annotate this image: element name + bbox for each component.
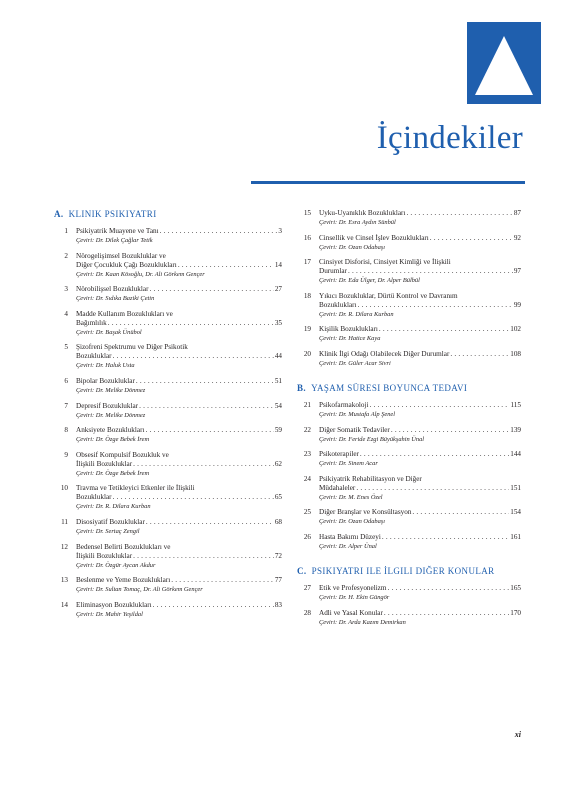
chapter-title: Psikiyatrik Muayene ve Tanı [76,227,159,235]
translator: Çeviri: Dr. Özge Bebek İrem [76,469,150,477]
chapter-title-line [319,209,521,218]
section-title: PSIKIYATRI ILE İLGILI DIĞER KONULAR [311,565,495,576]
chapter-title: Bipolar Bozukluklar [76,376,135,385]
chapter-body [76,518,282,536]
chapter-title: Psikiyatrik Rehabilitasyon ve Diğer [319,474,422,483]
dot-leader [360,450,509,459]
chapter-title-line [76,402,282,411]
chapter-title: Bozukluklar [76,493,112,502]
toc-entry[interactable] [54,518,282,536]
chapter-body [76,343,282,370]
translator: Çeviri: Dr. M. Enes Özel [319,493,383,501]
toc-entry[interactable] [297,426,521,444]
translator: Çeviri: Dr. Sertaç Zengil [76,527,140,535]
dot-leader [145,426,273,435]
dot-leader [153,601,274,610]
dot-leader [133,460,274,469]
chapter-body [319,426,521,444]
chapter-title: Psikoterapiler [319,450,359,459]
dot-leader [450,350,509,359]
toc-entry[interactable] [297,609,521,627]
page-ref[interactable]: 51 [274,376,282,385]
section-heading [54,209,282,219]
chapter-number: 6 [64,376,68,385]
toc-entry[interactable] [297,350,521,368]
toc-entry[interactable] [54,310,282,337]
chapter-number: 1 [64,227,68,235]
dot-leader [178,261,274,270]
translator: Çeviri: Dr. Arda Kazım Demirkan [319,618,406,626]
chapter-title: Cinsiyet Disforisi, Cinsiyet Kimliği ve İlişkili [319,258,451,267]
chapter-body [76,451,282,478]
toc-entry[interactable] [297,292,521,319]
chapter-title: Travma ve Tetikleyici Etkenler ile İlişkili [76,484,195,493]
page-ref[interactable]: 102 [510,325,521,334]
page-ref[interactable]: 115 [510,400,521,409]
chapter-title: Depresif Bozukluklar [76,401,139,410]
page-ref[interactable]: 92 [513,233,521,242]
chapter-body [76,426,282,444]
page-ref[interactable]: 97 [513,267,521,276]
chapter-body [76,377,282,395]
dot-leader [146,518,274,527]
chapter-title-line [76,426,282,435]
chapter-title: Diğer Çocukluk Çağı Bozuklukları [76,260,177,269]
chapter-body [319,258,521,285]
chapter-number: 27 [303,583,311,592]
chapter-title-line [76,601,282,610]
chapter-title: Bağımlılık [76,318,107,327]
chapter-title: Müdahaleler [319,483,356,492]
section-title: YAŞAM SÜRESI BOYUNCA TEDAVI [311,382,468,393]
dot-leader [358,301,513,310]
toc-entry[interactable] [54,252,282,279]
section-a [54,209,282,619]
section-letter: C. [297,565,307,576]
toc-entry[interactable] [54,543,282,570]
page-ref[interactable]: 165 [510,583,521,592]
chapter-title-line [76,518,282,527]
chapter-title-line [76,310,282,319]
toc-entry[interactable] [297,450,521,468]
chapter-body [76,484,282,511]
chapter-number: 17 [303,258,311,267]
chapter-body [76,285,282,303]
toc-entry[interactable] [54,343,282,370]
toc-column-left [54,209,282,634]
chapter-number: 16 [303,233,311,242]
chapter-number: 10 [60,484,68,493]
chapter-number: 22 [303,425,311,434]
page-ref[interactable]: 87 [513,209,521,217]
chapter-title: Uyku-Uyanıklık Bozuklukları [319,209,406,217]
chapter-title: Beslenme ve Yeme Bozuklukları [76,576,171,585]
chapter-title-line [319,508,521,517]
section-b [297,383,521,551]
chapter-title: Bozukluklar [76,352,112,361]
chapter-number: 2 [64,251,68,260]
chapter-number: 14 [60,600,68,609]
page-ref[interactable]: 68 [274,517,282,526]
chapter-title-line [76,460,282,469]
chapter-title: İlişkili Bozukluklar [76,459,133,468]
chapter-number: 20 [303,349,311,358]
dot-leader [348,267,513,276]
chapter-number: 15 [303,209,311,217]
dot-leader [113,352,274,361]
chapter-number: 12 [60,542,68,551]
toc-entry[interactable] [297,325,521,343]
toc-entry[interactable] [54,377,282,395]
chapter-title-line [76,261,282,270]
page-ref[interactable]: 108 [510,349,521,358]
page-ref[interactable]: 83 [274,600,282,609]
chapter-number: 19 [303,325,311,334]
translator: Çeviri: Dr. H. Ekin Güngör [319,593,390,601]
chapter-title: Anksiyete Bozuklukları [76,426,145,435]
translator: Çeviri: Dr. R. Dilara Kurban [319,310,394,318]
translator: Çeviri: Dr. Özge Bebek İrem [76,436,150,444]
translator: Çeviri: Dr. Sinem Acar [319,460,378,468]
toc-entry[interactable] [54,576,282,594]
chapter-title: Kişilik Bozuklukları [319,325,378,334]
section-c [297,566,521,627]
chapter-title-line [319,325,521,334]
chapter-body [319,350,521,368]
chapter-body [319,508,521,526]
translator: Çeviri: Dr. Sıdıka Baziki Çetin [76,295,155,303]
dot-leader [171,576,274,585]
chapter-title: Diğer Branşlar ve Konsültasyon [319,508,412,517]
translator: Çeviri: Dr. Dilek Çağlar Tetik [76,237,153,244]
toc-entry[interactable] [297,234,521,252]
chapter-title: Hasta Bakımı Düzeyi [319,532,381,541]
chapter-title-line [319,301,521,310]
chapter-title: Yıkıcı Bozukluklar, Dürtü Kontrol ve Davranım [319,291,458,300]
chapter-number: 28 [303,608,311,617]
translator: Çeviri: Dr. Esra Aydın Sünbül [319,219,396,226]
page-ref[interactable]: 14 [274,260,282,269]
translator: Çeviri: Dr. Özgür Aycan Akdur [76,561,156,569]
chapter-number: 25 [303,508,311,517]
chapter-number: 26 [303,532,311,541]
chapter-title-line [319,267,521,276]
chapter-title: Adli ve Yasal Konular [319,608,383,617]
chapter-title-line [319,350,521,359]
chapter-title: Disosiyatif Bozukluklar [76,517,145,526]
chapter-title-line [76,227,282,236]
dot-leader [136,377,274,386]
dot-leader [113,493,274,502]
chapter-title: Şizofreni Spektrumu ve Diğer Psikotik [76,343,188,352]
chapter-number: 23 [303,450,311,459]
dot-leader [160,227,278,236]
chapter-body [76,402,282,420]
page-ref[interactable]: 151 [510,483,521,492]
chapter-title-line [319,584,521,593]
translator: Çeviri: Dr. Sultan Tomaç, Dr. Ali Görkem Gençer [76,586,203,594]
dot-leader [108,319,274,328]
toc-entry[interactable] [54,402,282,420]
chapter-title-line [319,292,521,301]
chapter-number: 3 [64,285,68,294]
dot-leader [387,584,509,593]
chapter-title: Durumlar [319,267,347,276]
chapter-number: 5 [64,343,68,352]
chapter-title-line [319,234,521,243]
chapter-title-line [319,426,521,435]
chapter-body [319,325,521,343]
page-ref[interactable]: 77 [274,576,282,585]
page-ref[interactable]: 99 [513,300,521,309]
toc-entry[interactable] [297,258,521,285]
chapter-body [76,543,282,570]
translator: Çeviri: Dr. Alper Ünal [319,542,377,550]
chapter-number: 18 [303,291,311,300]
dot-leader [382,533,509,542]
chapter-title-line [76,543,282,552]
chapter-title-line [319,450,521,459]
page-ref[interactable]: 3 [278,227,282,235]
chapter-body [319,209,521,227]
page-number: xi [514,730,521,739]
chapter-title: Eliminasyon Bozuklukları [76,600,152,609]
chapter-body [319,234,521,252]
chapter-title-line [319,258,521,267]
dot-leader [139,402,274,411]
chapter-body [319,401,521,419]
translator: Çeviri: Dr. Ozan Odabaşı [319,243,386,251]
logo-triangle-icon [467,22,541,104]
page-ref[interactable]: 154 [510,508,521,517]
translator: Çeviri: Dr. Haluk Usta [76,362,135,370]
chapter-body [76,227,282,245]
page-ref[interactable]: 139 [510,425,521,434]
chapter-title: Madde Kullanım Bozuklukları ve [76,309,173,318]
chapter-number: 7 [64,401,68,410]
chapter-body [76,601,282,619]
triangle-icon [467,22,541,104]
translator: Çeviri: Dr. Feride Ezgi Büyükşahin Ünal [319,435,425,443]
toc-entry[interactable] [54,227,282,245]
section-title: KLINIK PSIKIYATRI [68,209,157,219]
chapter-number: 24 [303,474,311,483]
chapter-title: İlişkili Bozukluklar [76,551,133,560]
translator: Çeviri: Dr. Melike Dönmez [76,411,146,419]
translator: Çeviri: Dr. Başak Ünübol [76,328,142,336]
toc-entry[interactable] [54,484,282,511]
section-letter: B. [297,382,307,393]
chapter-title-line [76,493,282,502]
section-heading [297,566,521,576]
chapter-body [319,475,521,502]
chapter-number: 4 [64,309,68,318]
chapter-title: Obsesif Kompulsif Bozukluk ve [76,450,169,459]
chapter-body [76,252,282,279]
translator: Çeviri: Dr. Mustafa Alp Şenel [319,410,396,418]
translator: Çeviri: Dr. R. Dilara Kurban [76,503,151,511]
page-ref[interactable]: 35 [274,318,282,327]
section-heading [297,383,521,393]
chapter-number: 9 [64,450,68,459]
dot-leader [133,552,274,561]
toc-entry[interactable] [54,426,282,444]
chapter-body [319,609,521,627]
chapter-title-line [319,533,521,542]
chapter-body [76,576,282,594]
chapter-body [319,292,521,319]
toc-entry[interactable] [297,584,521,602]
chapter-title: Nörogelişimsel Bozukluklar ve [76,251,166,260]
title-divider [251,181,525,184]
toc-entry[interactable] [297,508,521,526]
chapter-title-line [319,609,521,618]
dot-leader [384,609,509,618]
chapter-number: 13 [60,576,68,585]
toc-entry[interactable] [54,451,282,478]
chapter-title-line [76,377,282,386]
chapter-title: Diğer Somatik Tedaviler [319,425,390,434]
chapter-title: Bozuklukları [319,300,357,309]
dot-leader [370,401,510,410]
translator: Çeviri: Dr. Melike Dönmez [76,386,146,394]
chapter-body [319,584,521,602]
chapter-title-line [76,285,282,294]
chapter-title-line [76,552,282,561]
chapter-title: Etik ve Profesyonelizm [319,583,387,592]
chapter-title: Nörobilişsel Bozukluklar [76,285,149,294]
translator: Çeviri: Dr. Mahir Yeşildal [76,610,143,618]
chapter-title-line [76,484,282,493]
translator: Çeviri: Dr. Hatice Kaya [319,335,381,343]
translator: Çeviri: Dr. Güler Acar Sivri [319,359,391,367]
chapter-title-line [76,252,282,261]
translator: Çeviri: Dr. Kaan Kösoğlu, Dr. Ali Görkem Gençer [76,270,205,278]
page-ref[interactable]: 170 [510,608,521,617]
chapter-title: Bedensel Belirti Bozuklukları ve [76,542,171,551]
page-ref[interactable]: 161 [510,532,521,541]
dot-leader [406,209,512,218]
page-ref[interactable]: 27 [274,285,282,294]
toc-entry[interactable] [297,401,521,419]
page-title: İçindekiler [376,120,523,156]
toc-entry[interactable] [297,475,521,502]
dot-leader [356,484,509,493]
chapter-title: Klinik İlgi Odağı Olabilecek Diğer Durumlar [319,349,450,358]
page-ref[interactable]: 44 [274,352,282,361]
chapter-title-line [76,319,282,328]
dot-leader [412,508,509,517]
translator: Çeviri: Dr. Eda Ülger, Dr. Alper Bülbül [319,277,420,285]
dot-leader [430,234,513,243]
page-ref[interactable]: 72 [274,551,282,560]
chapter-title-line [76,352,282,361]
chapter-title-line [76,343,282,352]
toc-column-right [297,209,521,642]
chapter-title: Cinsellik ve Cinsel İşlev Bozuklukları [319,233,429,242]
chapter-title-line [319,484,521,493]
chapter-number: 21 [303,400,311,409]
chapter-body [319,533,521,551]
chapter-title: Psikofarmakoloji [319,400,369,409]
page-ref[interactable]: 144 [510,450,521,459]
toc-entry[interactable] [297,533,521,551]
toc-entry[interactable] [54,285,282,303]
page-ref[interactable]: 54 [274,401,282,410]
page-ref[interactable]: 59 [274,426,282,435]
page-ref[interactable]: 65 [274,493,282,502]
chapter-title-line [76,451,282,460]
chapter-body [319,450,521,468]
chapter-number: 8 [64,426,68,435]
toc-entry[interactable] [54,601,282,619]
translator: Çeviri: Dr. Ozan Odabaşı [319,518,386,526]
dot-leader [149,285,273,294]
page-ref[interactable]: 62 [274,459,282,468]
chapter-title-line [319,401,521,410]
chapter-title-line [76,576,282,585]
chapter-number: 11 [61,517,68,526]
section-letter: A. [54,209,64,219]
chapter-body [76,310,282,337]
section-a-continued [297,209,521,368]
dot-leader [391,426,509,435]
chapter-title-line [319,475,521,484]
dot-leader [379,325,509,334]
toc-entry[interactable] [297,209,521,227]
